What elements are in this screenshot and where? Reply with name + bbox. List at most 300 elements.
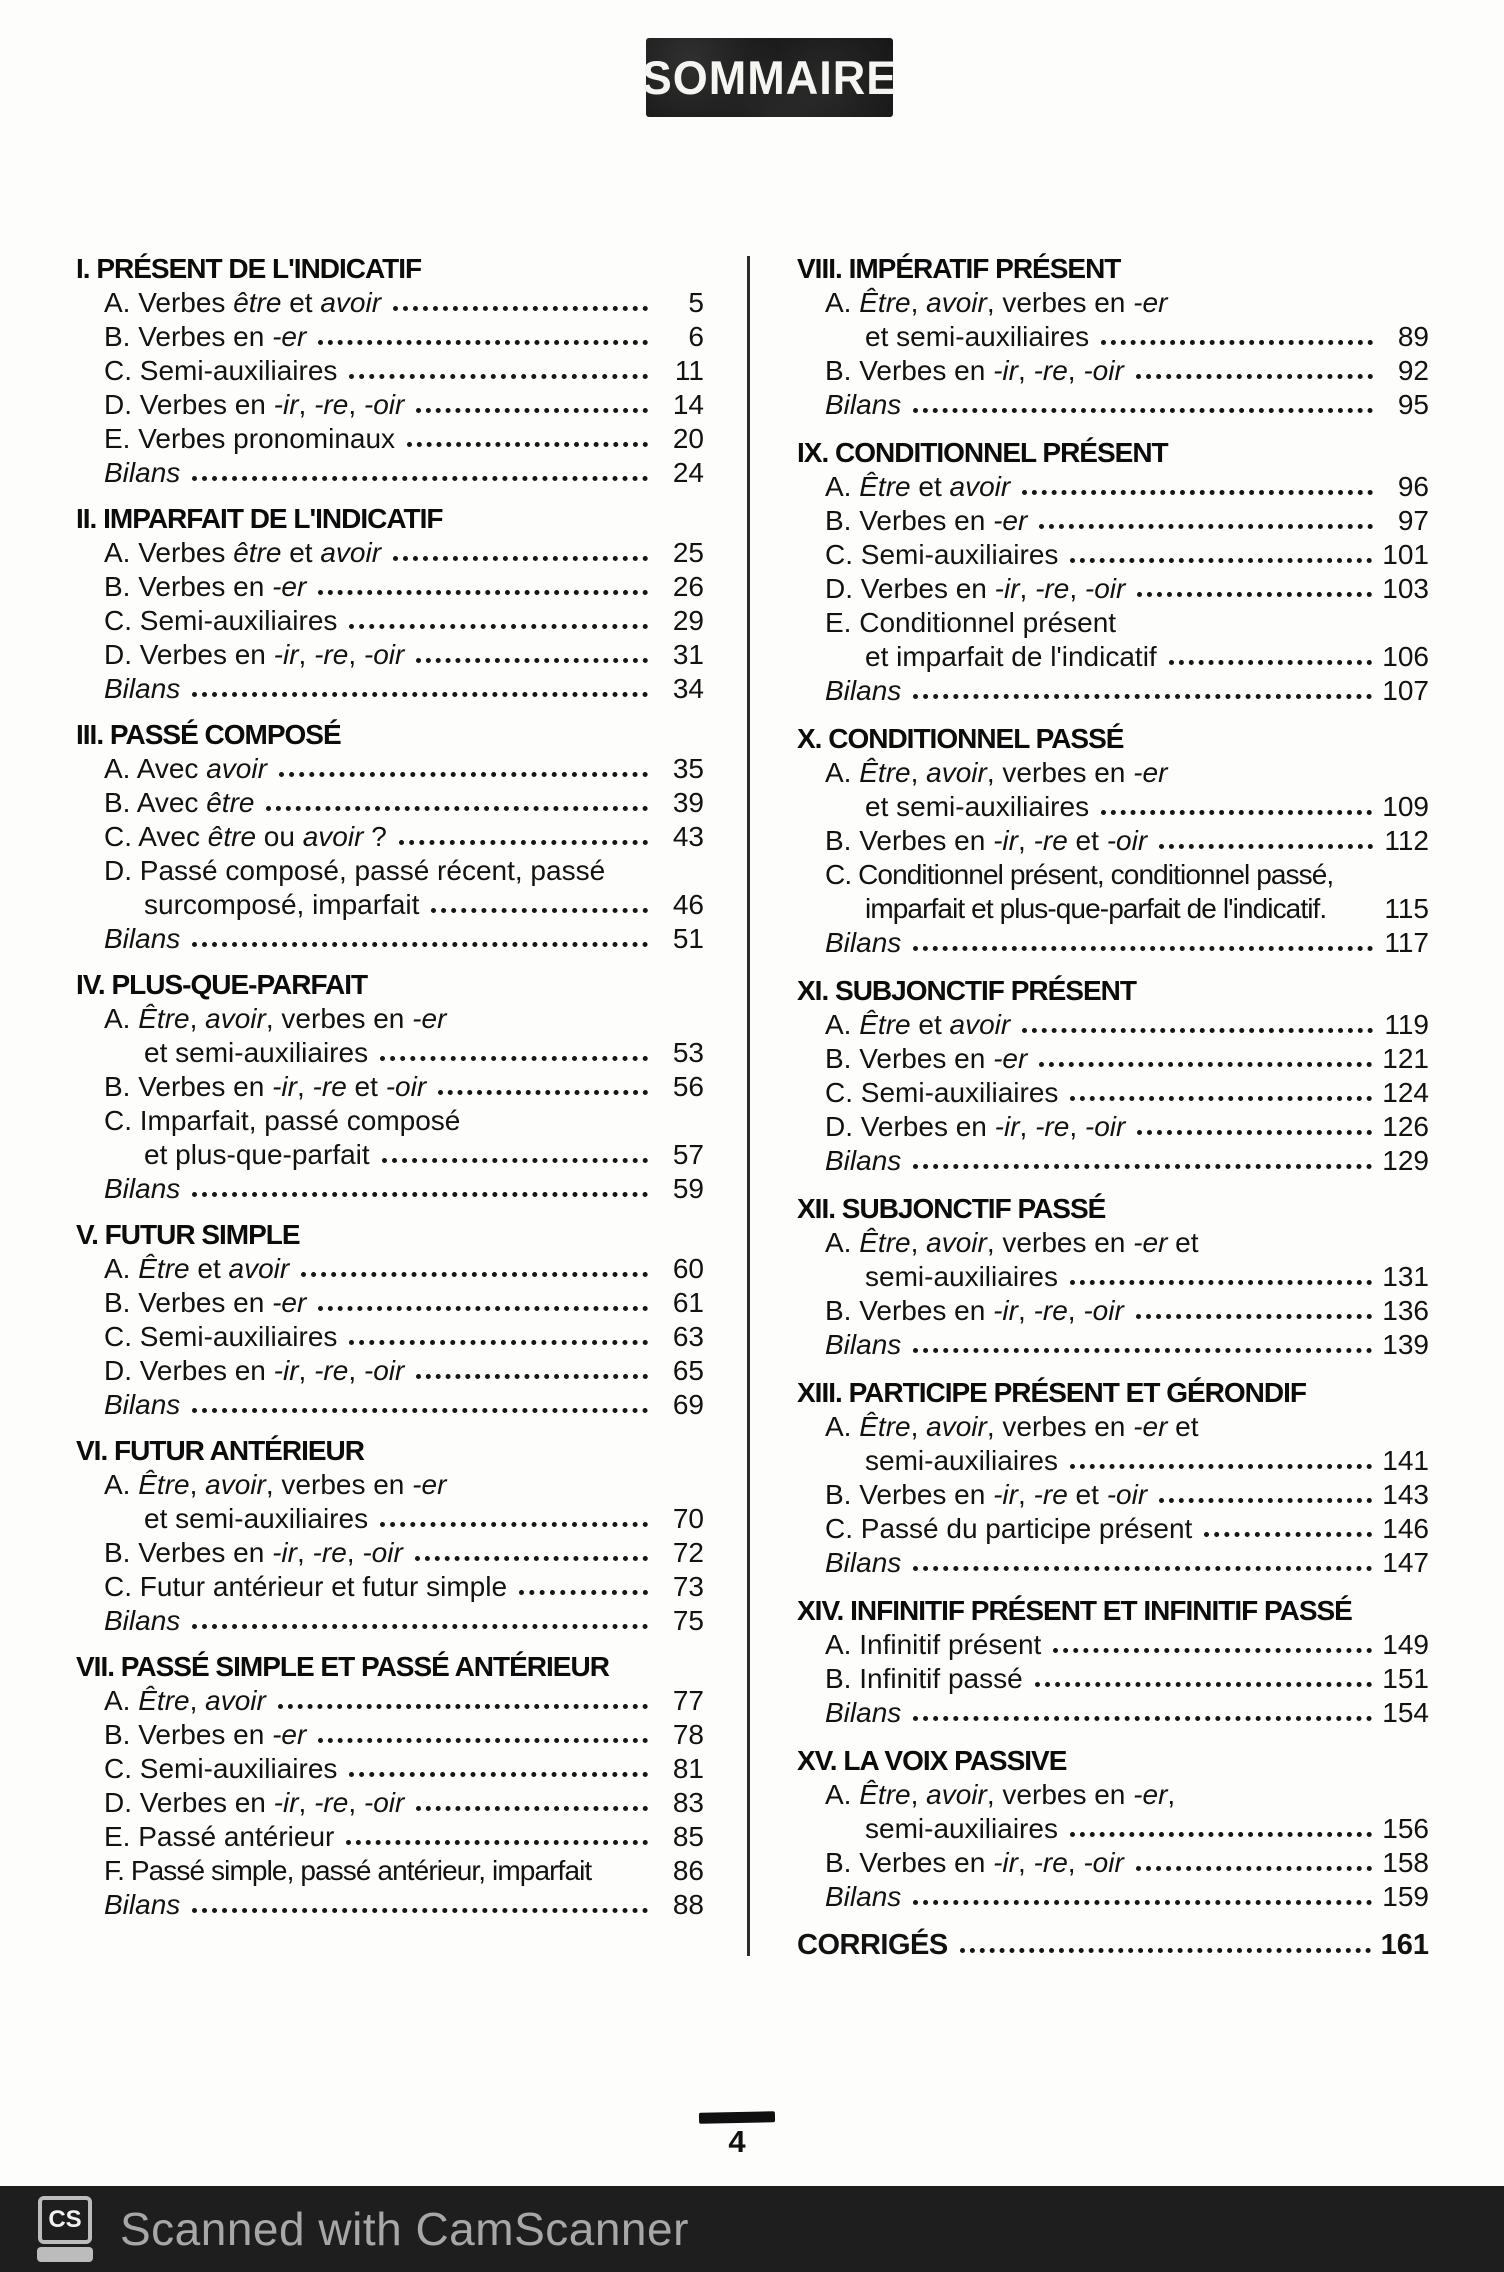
page-ref: 35 <box>672 753 704 784</box>
toc-entry-text: Bilans <box>825 1697 902 1728</box>
toc-entry-text: Bilans <box>104 1605 181 1636</box>
page-ref: 26 <box>672 571 704 602</box>
leader-dots <box>349 624 648 629</box>
toc-section <box>797 436 1429 708</box>
toc-entry <box>797 824 1429 858</box>
toc-entry-text: A. Être, avoir, verbes en -er, <box>825 1779 1176 1810</box>
leader-dots <box>380 1056 648 1061</box>
leader-dots <box>279 772 648 777</box>
toc-entry <box>797 1410 1429 1444</box>
leader-dots <box>519 1590 648 1595</box>
page-ref: 60 <box>672 1253 704 1284</box>
toc-entry <box>797 1110 1429 1144</box>
toc-entry-text: A. Avec avoir <box>104 753 267 784</box>
page-ref: 158 <box>1382 1847 1429 1878</box>
toc-entry-text: C. Semi-auxiliaires <box>104 355 338 386</box>
leader-dots <box>318 1306 648 1311</box>
leader-dots <box>415 1556 648 1561</box>
toc-entry-text: et semi-auxiliaires <box>144 1037 369 1068</box>
toc-entry <box>797 1628 1429 1662</box>
section-heading: XI. SUBJONCTIF PRÉSENT <box>797 975 1136 1006</box>
leader-dots <box>393 306 648 311</box>
toc-entry-text: Bilans <box>104 673 181 704</box>
leader-dots <box>416 658 648 663</box>
leader-dots <box>913 946 1373 951</box>
leader-dots <box>1101 810 1372 815</box>
leader-dots <box>407 442 648 447</box>
toc-entry-text: surcomposé, imparfait <box>144 889 420 920</box>
page-ref: 11 <box>674 355 704 386</box>
page-ref: 81 <box>672 1753 704 1784</box>
leader-dots <box>380 1522 648 1527</box>
leader-dots <box>192 476 648 481</box>
leader-dots <box>192 942 648 947</box>
toc-entry-text: B. Verbes en -ir, -re et -oir <box>825 825 1148 856</box>
page-ref: 95 <box>1397 389 1429 420</box>
toc-entry <box>76 1320 704 1354</box>
toc-entry-text: E. Passé antérieur <box>104 1821 335 1852</box>
toc-entry <box>76 854 704 888</box>
leader-dots <box>1039 1062 1372 1067</box>
toc-entry <box>76 1036 704 1070</box>
page-ref: 86 <box>672 1855 704 1886</box>
page-ref: 121 <box>1382 1043 1429 1074</box>
page-ref: 75 <box>672 1605 704 1636</box>
toc-entry <box>797 1328 1429 1362</box>
toc-entry <box>76 1752 704 1786</box>
toc-entry-text: D. Verbes en -ir, -re, -oir <box>104 389 405 420</box>
leader-dots <box>1169 660 1373 665</box>
page-ref: 146 <box>1382 1513 1429 1544</box>
toc-entry-text: imparfait et plus-que-parfait de l'indicatif. <box>865 893 1327 924</box>
toc-section <box>76 1218 704 1422</box>
toc-entry-text: A. Être, avoir, verbes en -er et <box>825 1227 1199 1258</box>
toc-entry <box>797 1662 1429 1696</box>
toc-entry <box>76 1002 704 1036</box>
toc-entry <box>797 1226 1429 1260</box>
page-ref: 56 <box>672 1071 704 1102</box>
section-heading: V. FUTUR SIMPLE <box>76 1219 300 1250</box>
toc-entry <box>797 892 1429 926</box>
toc-entry <box>76 820 704 854</box>
toc-entry <box>76 388 704 422</box>
page-ref: 136 <box>1382 1295 1429 1326</box>
toc-entry <box>797 538 1429 572</box>
page-ref: 65 <box>672 1355 704 1386</box>
toc-entry-text: B. Verbes en -er <box>104 1287 307 1318</box>
toc-entry-text: Bilans <box>825 1881 902 1912</box>
leader-dots <box>913 1716 1372 1721</box>
toc-entry <box>76 1502 704 1536</box>
toc-entry <box>76 786 704 820</box>
toc-entry <box>76 456 704 490</box>
toc-entry <box>76 354 704 388</box>
leader-dots <box>349 374 648 379</box>
page-ref: 97 <box>1397 505 1429 536</box>
toc-entry <box>76 422 704 456</box>
toc-entry-text: Bilans <box>104 1889 181 1920</box>
toc-entry-text: Bilans <box>825 389 902 420</box>
page-ref: 154 <box>1382 1697 1429 1728</box>
toc-entry <box>797 1880 1429 1914</box>
toc-entry <box>797 1076 1429 1110</box>
page-ref: 156 <box>1382 1813 1429 1844</box>
leader-dots <box>1070 1832 1372 1837</box>
toc-entry-text: B. Verbes en -ir, -re, -oir <box>825 1295 1124 1326</box>
leader-dots <box>1039 524 1373 529</box>
toc-entry-text: Bilans <box>825 675 902 706</box>
toc-entry <box>76 1888 704 1922</box>
page-ref: 51 <box>672 923 704 954</box>
toc-section <box>797 974 1429 1178</box>
toc-section <box>797 1594 1429 1730</box>
page-ref: 119 <box>1384 1009 1429 1040</box>
leader-dots <box>1137 1130 1372 1135</box>
toc-entry <box>76 1138 704 1172</box>
toc-entry-text: D. Verbes en -ir, -re, -oir <box>104 1355 405 1386</box>
section-heading: II. IMPARFAIT DE L'INDICATIF <box>76 503 443 534</box>
leader-dots <box>192 1908 648 1913</box>
page-ref: 101 <box>1382 539 1429 570</box>
toc-entry <box>797 1846 1429 1880</box>
leader-dots <box>913 1348 1372 1353</box>
page-ref: 149 <box>1382 1629 1429 1660</box>
page-ref: 96 <box>1397 471 1429 502</box>
leader-dots <box>301 1272 648 1277</box>
page-ref: 88 <box>672 1889 704 1920</box>
page-ref: 6 <box>688 321 704 352</box>
toc-entry-text: B. Verbes en -ir, -re, -oir <box>104 1537 403 1568</box>
leader-dots <box>1070 1096 1372 1101</box>
leader-dots <box>399 840 648 845</box>
toc-entry <box>797 388 1429 422</box>
leader-dots <box>1159 1498 1372 1503</box>
leader-dots <box>1137 592 1372 597</box>
toc-entry <box>76 1252 704 1286</box>
page-ref: 124 <box>1382 1077 1429 1108</box>
toc-entry-text: A. Être, avoir <box>104 1685 266 1716</box>
leader-dots <box>349 1772 648 1777</box>
toc-column-right <box>797 252 1429 1976</box>
page-ref: 31 <box>672 639 704 670</box>
toc-entry <box>797 1008 1429 1042</box>
leader-dots <box>1101 340 1373 345</box>
page-ref: 151 <box>1382 1663 1429 1694</box>
toc-entry-text: B. Verbes en -er <box>104 1719 307 1750</box>
toc-entry-text: Bilans <box>825 1547 902 1578</box>
footer-rule <box>699 2111 775 2124</box>
section-heading: XV. LA VOIX PASSIVE <box>797 1745 1067 1776</box>
page-ref: 24 <box>672 457 704 488</box>
toc-entry <box>76 1786 704 1820</box>
page-ref: 5 <box>688 287 704 318</box>
toc-entry-text: F. Passé simple, passé antérieur, imparfait <box>104 1855 592 1886</box>
toc-entry-text: B. Verbes en -ir, -re et -oir <box>825 1479 1148 1510</box>
leader-dots <box>318 590 648 595</box>
toc-entry-text: et semi-auxiliaires <box>865 321 1090 352</box>
toc-entry <box>797 320 1429 354</box>
toc-entry-text: C. Passé du participe présent <box>825 1513 1193 1544</box>
leader-dots <box>1035 1682 1373 1687</box>
toc-entry-text: et semi-auxiliaires <box>144 1503 369 1534</box>
toc-entry-text: D. Verbes en -ir, -re, -oir <box>104 639 405 670</box>
leader-dots <box>431 908 648 913</box>
toc-section <box>797 252 1429 422</box>
toc-entry-text: Bilans <box>104 1173 181 1204</box>
toc-entry-text: Bilans <box>104 923 181 954</box>
leader-dots <box>913 1566 1372 1571</box>
toc-entry-text: A. Être, avoir, verbes en -er et <box>825 1411 1199 1442</box>
toc-entry <box>76 286 704 320</box>
toc-entry <box>76 320 704 354</box>
section-heading: VIII. IMPÉRATIF PRÉSENT <box>797 253 1121 284</box>
toc-entry-text: D. Verbes en -ir, -re, -oir <box>825 1111 1126 1142</box>
page-ref: 83 <box>672 1787 704 1818</box>
toc-entry-text: B. Verbes en -ir, -re, -oir <box>825 355 1124 386</box>
toc-entry <box>76 604 704 638</box>
leader-dots <box>349 1340 648 1345</box>
toc-entry-text: A. Être, avoir, verbes en -er <box>825 757 1168 788</box>
leader-dots <box>382 1158 648 1163</box>
leader-dots <box>960 1948 1371 1953</box>
leader-dots <box>278 1704 648 1709</box>
toc-entry <box>797 640 1429 674</box>
leader-dots <box>318 1738 648 1743</box>
toc-entry <box>797 286 1429 320</box>
toc-entry <box>797 858 1429 892</box>
toc-entry <box>797 470 1429 504</box>
page-ref: 139 <box>1382 1329 1429 1360</box>
toc-entry-text: C. Semi-auxiliaires <box>104 1753 338 1784</box>
toc-section <box>797 1376 1429 1580</box>
toc-entry-text: Bilans <box>104 457 181 488</box>
leader-dots <box>1136 374 1373 379</box>
toc-section <box>76 968 704 1206</box>
toc-entry-text: C. Conditionnel présent, conditionnel passé, <box>825 859 1334 890</box>
page-ref: 70 <box>672 1503 704 1534</box>
page-ref: 85 <box>672 1821 704 1852</box>
toc-entry <box>76 1684 704 1718</box>
leader-dots <box>192 1192 648 1197</box>
section-heading: XII. SUBJONCTIF PASSÉ <box>797 1193 1106 1224</box>
camscanner-label: Scanned with CamScanner <box>120 2203 689 2255</box>
section-heading: I. PRÉSENT DE L'INDICATIF <box>76 253 422 284</box>
toc-entry-text: Bilans <box>104 1389 181 1420</box>
toc-entry-text: C. Semi-auxiliaires <box>104 605 338 636</box>
toc-entry-text: A. Être, avoir, verbes en -er <box>104 1469 447 1500</box>
toc-section <box>76 252 704 490</box>
toc-entry <box>797 926 1429 960</box>
camscanner-logo-icon <box>36 2196 94 2262</box>
leader-dots <box>192 1408 648 1413</box>
toc-entry <box>76 1570 704 1604</box>
toc-entry-text: C. Avec être ou avoir ? <box>104 821 387 852</box>
section-heading: III. PASSÉ COMPOSÉ <box>76 719 341 750</box>
toc-entry-text: D. Verbes en -ir, -re, -oir <box>104 1787 405 1818</box>
page-ref: 126 <box>1382 1111 1429 1142</box>
leader-dots <box>318 340 648 345</box>
toc-entry-text: E. Conditionnel présent <box>825 607 1117 638</box>
toc-entry-text: C. Semi-auxiliaires <box>104 1321 338 1352</box>
leader-dots <box>913 694 1372 699</box>
toc-entry-text: A. Être et avoir <box>825 471 1011 502</box>
page-ref: 69 <box>672 1389 704 1420</box>
page-ref: 77 <box>672 1685 704 1716</box>
toc-entry-text: C. Futur antérieur et futur simple <box>104 1571 508 1602</box>
leader-dots <box>1136 1866 1372 1871</box>
toc-entry-text: D. Passé composé, passé récent, passé <box>104 855 606 886</box>
page-ref: 39 <box>672 787 704 818</box>
toc-entry <box>797 1512 1429 1546</box>
toc-entry <box>797 1144 1429 1178</box>
toc-entry-text: et semi-auxiliaires <box>865 791 1090 822</box>
page-ref: 53 <box>672 1037 704 1068</box>
toc-entry-text: Bilans <box>825 1329 902 1360</box>
toc-entry <box>76 1104 704 1138</box>
page-ref: 46 <box>672 889 704 920</box>
leader-dots <box>416 1374 648 1379</box>
toc-entry <box>797 1478 1429 1512</box>
toc-entry <box>797 354 1429 388</box>
page-number: 4 <box>728 2124 746 2159</box>
page-ref: 59 <box>672 1173 704 1204</box>
leader-dots <box>416 408 648 413</box>
leader-dots <box>1053 1648 1372 1653</box>
toc-entry <box>797 1042 1429 1076</box>
page-ref: 106 <box>1382 641 1429 672</box>
toc-entry-text: A. Verbes être et avoir <box>104 537 382 568</box>
toc-entry <box>797 606 1429 640</box>
page-title: SOMMAIRE <box>641 50 898 104</box>
toc-entry-text: B. Verbes en -er <box>104 571 307 602</box>
page-ref: 109 <box>1382 791 1429 822</box>
toc-entry <box>76 1604 704 1638</box>
toc-entry <box>76 570 704 604</box>
toc-entry <box>76 888 704 922</box>
section-heading: VII. PASSÉ SIMPLE ET PASSÉ ANTÉRIEUR <box>76 1651 609 1682</box>
leader-dots <box>913 408 1373 413</box>
leader-dots <box>192 692 648 697</box>
toc-entry <box>76 752 704 786</box>
section-heading: XIII. PARTICIPE PRÉSENT ET GÉRONDIF <box>797 1377 1306 1408</box>
leader-dots <box>1070 558 1372 563</box>
page-ref: 143 <box>1382 1479 1429 1510</box>
page-ref: 29 <box>672 605 704 636</box>
page-ref: 147 <box>1382 1547 1429 1578</box>
toc-entry <box>76 1070 704 1104</box>
leader-dots <box>266 806 648 811</box>
leader-dots <box>192 1624 648 1629</box>
leader-dots <box>1022 490 1373 495</box>
toc-entry-text: et imparfait de l'indicatif <box>865 641 1157 672</box>
page-ref: 159 <box>1382 1881 1429 1912</box>
toc-entry-text: B. Verbes en -ir, -re et -oir <box>104 1071 427 1102</box>
toc-entry-text: C. Imparfait, passé composé <box>104 1105 461 1136</box>
toc-section <box>76 1650 704 1922</box>
toc-entry-text: B. Verbes en -er <box>825 505 1028 536</box>
toc-entry <box>797 1546 1429 1580</box>
toc-entry <box>76 1388 704 1422</box>
leader-dots <box>1070 1280 1372 1285</box>
toc-entry <box>797 1294 1429 1328</box>
page-ref: 141 <box>1382 1445 1429 1476</box>
camscanner-watermark-bar <box>0 2186 1504 2272</box>
leader-dots <box>1159 844 1373 849</box>
toc-section <box>797 1192 1429 1362</box>
toc-entry-text: D. Verbes en -ir, -re, -oir <box>825 573 1126 604</box>
leader-dots <box>1204 1532 1372 1537</box>
page-ref: 25 <box>672 537 704 568</box>
toc-entry-text: B. Infinitif passé <box>825 1663 1023 1694</box>
page-ref: 14 <box>672 389 704 420</box>
page-ref: 131 <box>1382 1261 1429 1292</box>
toc-entry <box>76 536 704 570</box>
toc-entry-text: semi-auxiliaires <box>865 1445 1058 1476</box>
page-ref: 107 <box>1382 675 1429 706</box>
leader-dots <box>1070 1464 1372 1469</box>
toc-entry <box>76 1718 704 1752</box>
toc-entry-text: CORRIGÉS <box>797 1929 948 1961</box>
page-ref: 112 <box>1384 825 1429 856</box>
section-heading: IX. CONDITIONNEL PRÉSENT <box>797 437 1168 468</box>
toc-entry <box>797 1444 1429 1478</box>
leader-dots <box>416 1806 648 1811</box>
toc-entry <box>797 572 1429 606</box>
toc-entry <box>76 922 704 956</box>
page-ref: 161 <box>1380 1929 1429 1961</box>
toc-entry-text: et plus-que-parfait <box>144 1139 370 1170</box>
toc-entry-text: A. Être, avoir, verbes en -er <box>825 287 1168 318</box>
page-ref: 117 <box>1384 927 1429 958</box>
toc-entry-text: A. Être et avoir <box>825 1009 1011 1040</box>
toc-column-left <box>76 252 704 1934</box>
toc-entry <box>797 1812 1429 1846</box>
toc-entry <box>76 1286 704 1320</box>
page-ref: 129 <box>1382 1145 1429 1176</box>
toc-entry <box>76 1854 704 1888</box>
page-ref: 34 <box>672 673 704 704</box>
toc-entry-text: semi-auxiliaires <box>865 1261 1058 1292</box>
toc-section <box>76 718 704 956</box>
toc-entry <box>797 504 1429 538</box>
toc-entry-text: A. Infinitif présent <box>825 1629 1042 1660</box>
leader-dots <box>1136 1314 1372 1319</box>
page-ref: 73 <box>672 1571 704 1602</box>
toc-section <box>76 502 704 706</box>
page-ref: 72 <box>672 1537 704 1568</box>
page-ref: 92 <box>1397 355 1429 386</box>
toc-entry-text: A. Verbes être et avoir <box>104 287 382 318</box>
page-ref: 115 <box>1384 893 1429 924</box>
toc-entry <box>797 674 1429 708</box>
toc-entry <box>76 672 704 706</box>
toc-entry-text: Bilans <box>825 1145 902 1176</box>
section-heading: IV. PLUS-QUE-PARFAIT <box>76 969 368 1000</box>
toc-section <box>76 1434 704 1638</box>
leader-dots <box>913 1164 1372 1169</box>
toc-entry <box>76 638 704 672</box>
toc-entry <box>76 1536 704 1570</box>
toc-entry-text: A. Être, avoir, verbes en -er <box>104 1003 447 1034</box>
page-ref: 103 <box>1382 573 1429 604</box>
toc-entry-text: C. Semi-auxiliaires <box>825 539 1059 570</box>
toc-entry-text: C. Semi-auxiliaires <box>825 1077 1059 1108</box>
toc-section <box>797 1744 1429 1914</box>
toc-entry-text: Bilans <box>825 927 902 958</box>
page-ref: 89 <box>1397 321 1429 352</box>
toc-entry-text: E. Verbes pronominaux <box>104 423 396 454</box>
page-ref: 61 <box>672 1287 704 1318</box>
